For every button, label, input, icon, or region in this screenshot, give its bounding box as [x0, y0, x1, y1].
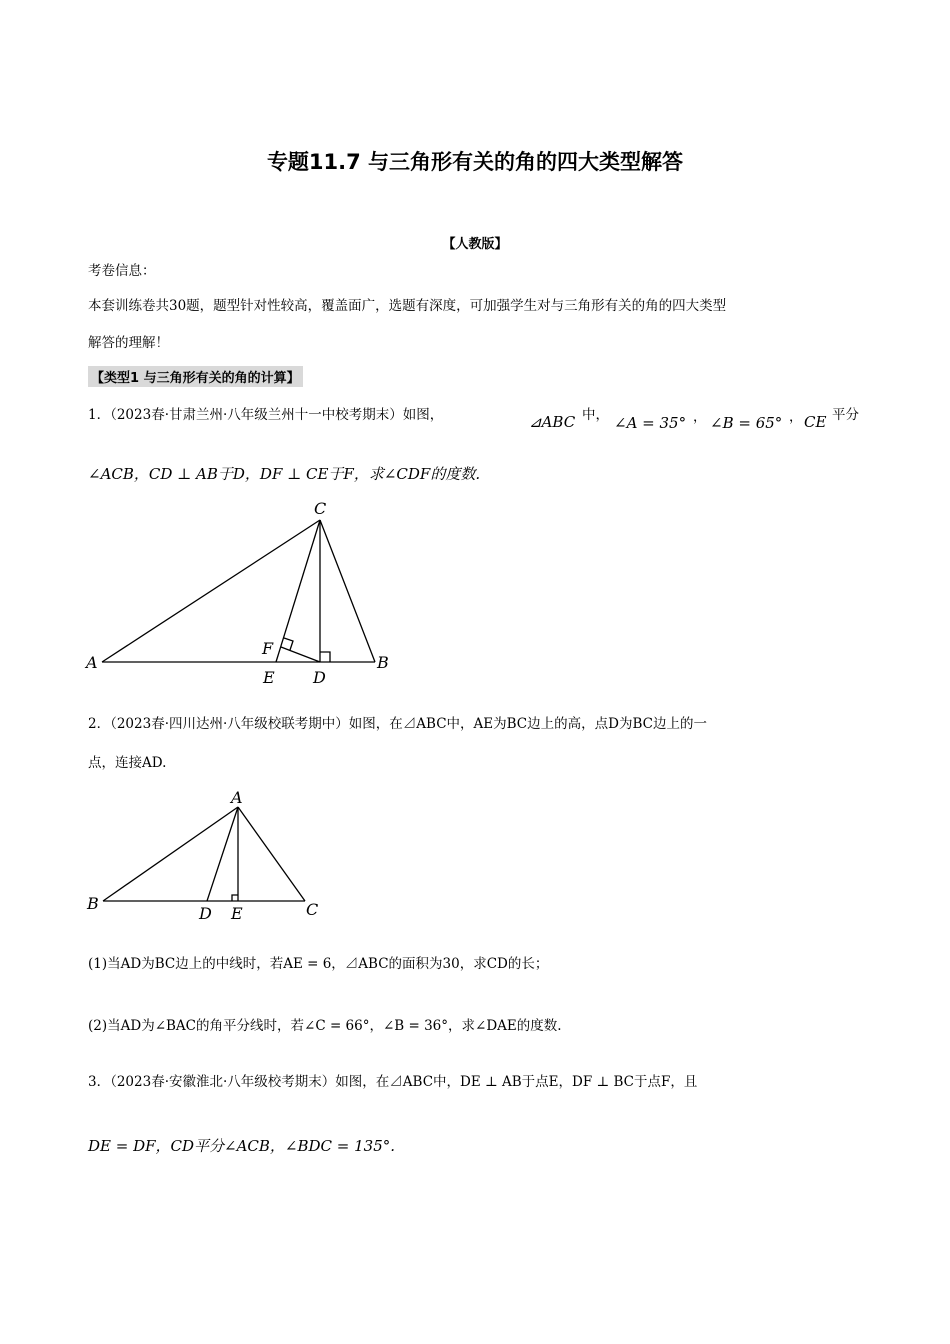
q2-line-1: 2．（2023春·四川达州·八年级校联考期中）如图，在⊿ABC中，AE为BC边上的高，点D为BC边上的一 — [88, 716, 707, 732]
line-ad — [207, 807, 238, 901]
info-line-1: 本套训练卷共30题，题型针对性较高，覆盖面广，选题有深度，可加强学生对与三角形有关的角的四大类型 — [88, 298, 727, 314]
q1-prefix: 1．（2023春·甘肃兰州·八年级兰州十一中校考期末）如图， — [88, 407, 444, 423]
q1-angle-b: ∠B = 65° — [710, 414, 783, 432]
section-heading-type1: 【类型1 与三角形有关的角的计算】 — [88, 366, 303, 387]
q1-angle-a: ∠A = 35° — [614, 414, 687, 432]
q2-line-2: 点，连接AD. — [88, 755, 167, 771]
line-ba — [103, 807, 238, 901]
info-line-2: 解答的理解！ — [88, 335, 169, 351]
q2-part-1: (1)当AD为BC边上的中线时，若AE = 6，⊿ABC的面积为30，求CD的长； — [88, 956, 549, 972]
label-e: E — [231, 904, 243, 923]
q1-line-2: ∠ACB，CD ⊥ AB于D，DF ⊥ CE于F，求∠CDF的度数. — [88, 465, 481, 483]
page-title: 专题11.7 与三角形有关的角的四大类型解答 — [266, 150, 684, 174]
q1-comma-1: ， — [693, 409, 707, 425]
q1-ce: CE — [804, 413, 827, 431]
q1-zhong: 中， — [582, 407, 609, 423]
q1-pingfen: 平分 — [832, 407, 859, 423]
label-b: B — [87, 894, 99, 913]
q1-comma-2: ， — [789, 409, 803, 425]
label-d: D — [313, 668, 326, 687]
label-c: C — [306, 900, 319, 919]
label-a: A — [86, 653, 98, 672]
label-f: F — [262, 639, 274, 658]
info-label: 考卷信息： — [88, 263, 156, 279]
right-angle-e — [232, 895, 238, 901]
edition-label: 【人教版】 — [442, 237, 508, 252]
line-ac — [238, 807, 305, 901]
q1-triangle: ⊿ABC — [529, 413, 576, 431]
q3-line-1: 3．（2023春·安徽淮北·八年级校考期末）如图，在⊿ABC中，DE ⊥ AB于点E，DF ⊥ BC于点F，且 — [88, 1074, 698, 1090]
q3-line-2: DE = DF，CD平分∠ACB，∠BDC = 135°. — [88, 1137, 396, 1155]
label-a: A — [231, 788, 243, 807]
label-d: D — [199, 904, 212, 923]
label-b: B — [377, 653, 389, 672]
q2-part-2: (2)当AD为∠BAC的角平分线时，若∠C = 66°，∠B = 36°，求∠DAE的度数. — [88, 1018, 562, 1034]
label-e: E — [263, 668, 275, 687]
label-c: C — [314, 499, 327, 518]
